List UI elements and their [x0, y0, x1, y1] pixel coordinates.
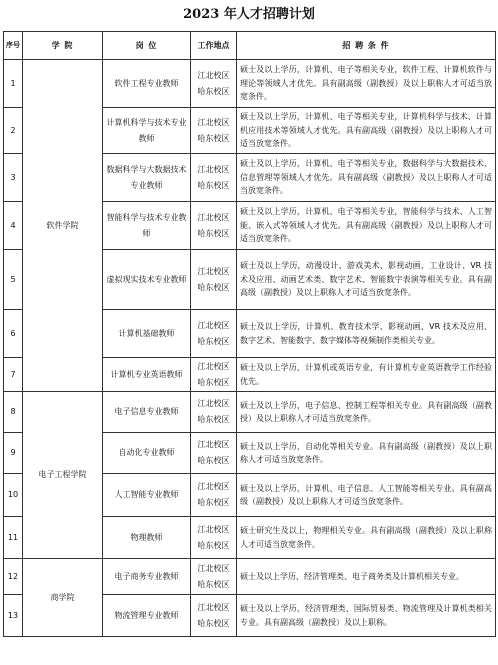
row-no: 3 [4, 154, 23, 202]
row-position: 智能科学与技术专业教师 [103, 202, 191, 250]
table-header-row [4, 32, 496, 60]
row-location: 江北校区 哈东校区 [191, 310, 237, 358]
row-requirements: 硕士及以上学历，计算机、教育技术学、影视动画、VR 技术及应用、数字艺术、智能数字、数字媒体等视频制作类相关专业。 [237, 310, 496, 358]
row-position: 计算机科学与技术专业教师 [103, 108, 191, 154]
row-location: 江北校区 哈东校区 [191, 559, 237, 595]
row-position: 计算机基础教师 [103, 310, 191, 358]
row-no: 12 [4, 559, 23, 595]
row-position: 电子信息专业教师 [103, 392, 191, 433]
row-no: 9 [4, 433, 23, 474]
page-title: 2023 年人才招聘计划 [183, 7, 315, 22]
row-position: 自动化专业教师 [103, 433, 191, 474]
row-location: 江北校区 哈东校区 [191, 392, 237, 433]
row-requirements: 硕士及以上学历，计算机、电子等相关专业，智能科学与技术、人工智能、嵌入式等领域人才优先。具有副高级（副教授）及以上职称人才可适当放宽条件。 [237, 202, 496, 250]
row-position: 物理教师 [103, 517, 191, 559]
row-requirements: 硕士及以上学历，经济管理类、电子商务类及计算机相关专业。 [237, 559, 496, 595]
college-electronic: 电子工程学院 [23, 392, 103, 559]
row-requirements: 硕士及以上学历，动漫设计、游戏美术、影视动画、工业设计、VR 技术及应用、动画艺术类、数字艺术、智能数字表演等相关专业。具有副高级（副教授）及以上职称人才可适当放宽条件。 [237, 250, 496, 310]
row-location: 江北校区 哈东校区 [191, 108, 237, 154]
row-requirements: 硕士及以上学历，自动化等相关专业。具有副高级（副教授）及以上职称人才可适当放宽条件。 [237, 433, 496, 474]
row-location: 江北校区 哈东校区 [191, 474, 237, 517]
row-no: 8 [4, 392, 23, 433]
row-position: 软件工程专业教师 [103, 60, 191, 108]
row-position: 计算机专业英语教师 [103, 358, 191, 392]
table-row [4, 559, 496, 595]
row-position: 人工智能专业教师 [103, 474, 191, 517]
college-software: 软件学院 [23, 60, 103, 392]
row-no: 11 [4, 517, 23, 559]
row-no: 5 [4, 250, 23, 310]
row-requirements: 硕士及以上学历，计算机、电子等相关专业，数据科学与大数据技术、信息管理等领域人才优先。具有副高级（副教授）及以上职称人才可适当放宽条件。 [237, 154, 496, 202]
row-location: 江北校区 哈东校区 [191, 250, 237, 310]
header-no: 序号 [4, 32, 23, 60]
row-no: 7 [4, 358, 23, 392]
row-position: 虚拟现实技术专业教师 [103, 250, 191, 310]
row-requirements: 硕士研究生及以上，物理相关专业。具有副高级（副教授）及以上职称人才可适当放宽条件。 [237, 517, 496, 559]
row-no: 13 [4, 595, 23, 637]
row-location: 江北校区 哈东校区 [191, 154, 237, 202]
row-requirements: 硕士及以上学历，计算机、电子等相关专业，计算机科学与技术、计算机应用技术等领域人才优先。具有副高级（副教授）及以上职称人才可适当放宽条件。 [237, 108, 496, 154]
row-no: 6 [4, 310, 23, 358]
row-no: 2 [4, 108, 23, 154]
header-college: 学 院 [23, 32, 103, 60]
table-row [4, 392, 496, 433]
row-location: 江北校区 哈东校区 [191, 60, 237, 108]
row-requirements: 硕士及以上学历，计算机、电子信息、人工智能等相关专业。具有副高级（副教授）及以上职称人才可适当放宽条件。 [237, 474, 496, 517]
table-row [4, 60, 496, 108]
row-location: 江北校区 哈东校区 [191, 595, 237, 637]
row-no: 1 [4, 60, 23, 108]
row-location: 江北校区 哈东校区 [191, 358, 237, 392]
row-position: 数据科学与大数据技术专业教师 [103, 154, 191, 202]
row-position: 物流管理专业教师 [103, 595, 191, 637]
row-requirements: 硕士及以上学历，计算机或英语专业，有计算机专业英语教学工作经验优先。 [237, 358, 496, 392]
row-location: 江北校区 哈东校区 [191, 433, 237, 474]
row-location: 江北校区 哈东校区 [191, 517, 237, 559]
row-requirements: 硕士及以上学历，电子信息、控制工程等相关专业。具有副高级（副教授）及以上职称人才可适当放宽条件。 [237, 392, 496, 433]
recruitment-table [3, 31, 496, 637]
header-requirements: 招 聘 条 件 [237, 32, 496, 60]
college-business: 商学院 [23, 559, 103, 637]
row-requirements: 硕士及以上学历，计算机、电子等相关专业，软件工程、计算机软件与理论等领域人才优先。具有副高级（副教授）及以上职称人才可适当放宽条件。 [237, 60, 496, 108]
row-requirements: 硕士及以上学历，经济管理类、国际贸易类、物流管理及计算机类相关专业。具有副高级（副教授）及以上职称。 [237, 595, 496, 637]
row-location: 江北校区 哈东校区 [191, 202, 237, 250]
row-no: 4 [4, 202, 23, 250]
row-position: 电子商务专业教师 [103, 559, 191, 595]
row-no: 10 [4, 474, 23, 517]
header-location: 工作地点 [191, 32, 237, 60]
header-position: 岗 位 [103, 32, 191, 60]
